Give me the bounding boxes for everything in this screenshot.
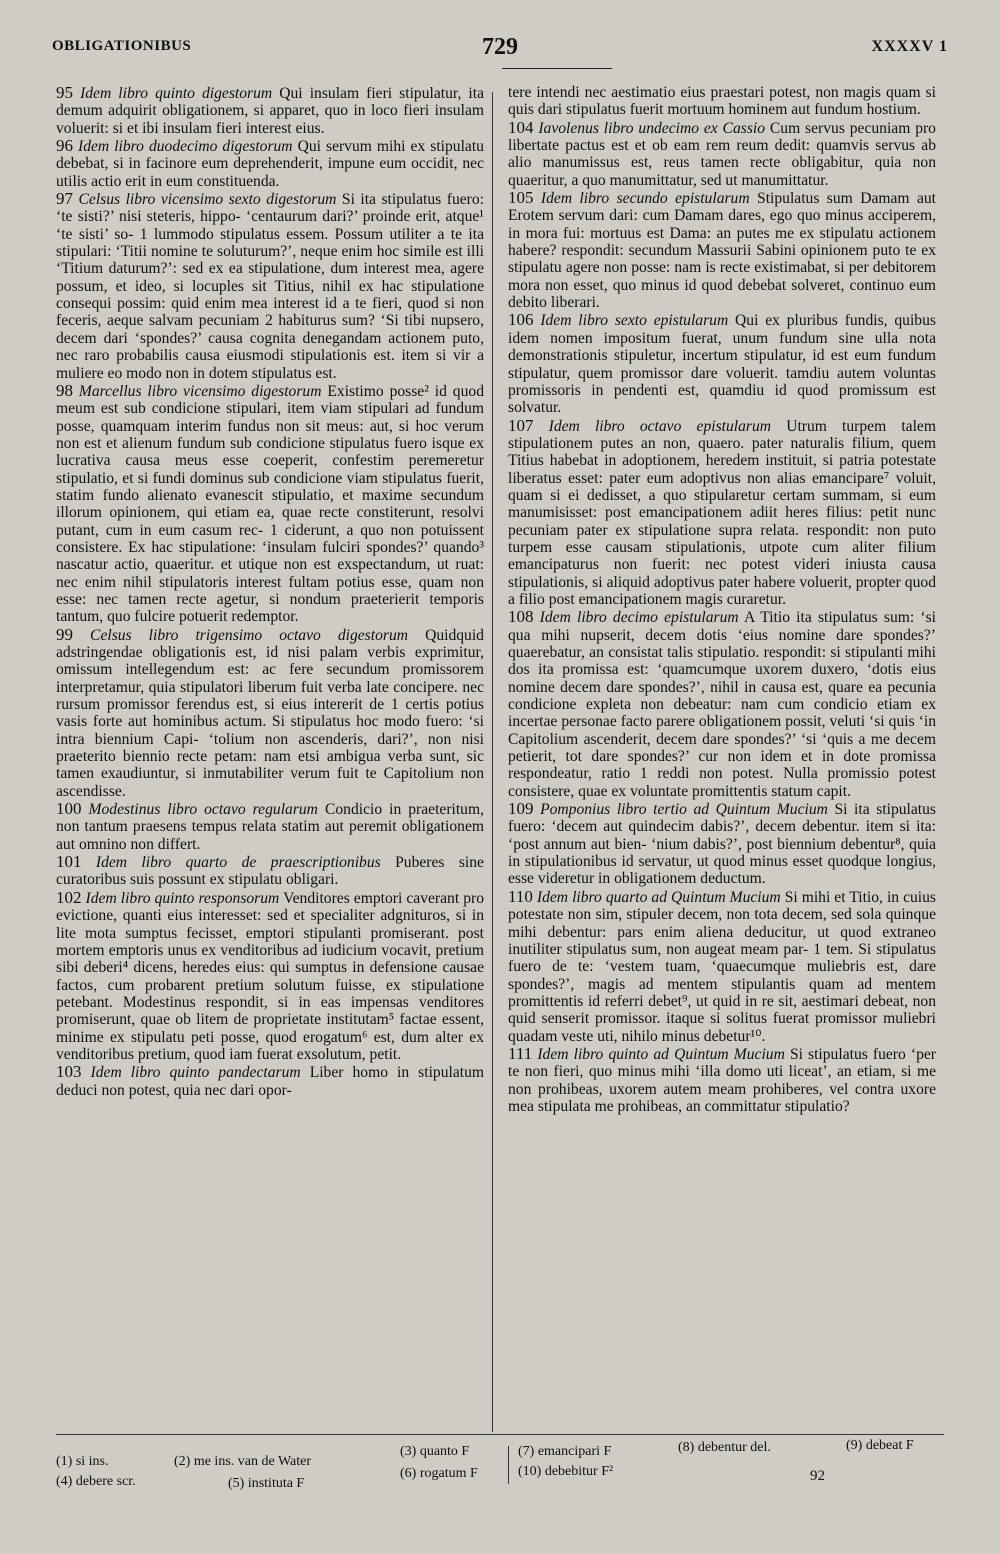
header-title: OBLIGATIONIBUS xyxy=(52,38,192,54)
page-number: 729 xyxy=(482,34,518,60)
fragment xyxy=(56,382,484,626)
fragment xyxy=(56,800,484,853)
column-divider xyxy=(492,92,493,1432)
fragment-text: Cum servus pecuniam pro libertate pactus est et ob eam rem reum dedit: quamvis servus ab alio manumissus est, reus tamen recte obligabitur, quia non quaeritur, a quo manumittatur, sed ut manumittatur. xyxy=(508,119,936,189)
fragment xyxy=(508,189,936,311)
fragment xyxy=(56,889,484,1063)
footnote-5: (5) instituta F xyxy=(228,1476,305,1491)
header-section: XXXXV 1 xyxy=(871,38,948,55)
fragment-source: Pomponius libro tertio ad Quintum Mucium xyxy=(540,801,828,819)
left-column xyxy=(56,84,484,1099)
footnote-6: (6) rogatum F xyxy=(400,1466,478,1481)
fragment-text: Liber homo in stipulatum deduci non potest, quia nec dari opor- xyxy=(56,1064,485,1099)
header-rule xyxy=(502,68,612,69)
footnote-rule xyxy=(56,1434,944,1435)
fragment-number: 96 xyxy=(56,136,73,156)
fragment xyxy=(508,311,936,416)
fragment-number: 101 xyxy=(56,852,82,872)
right-column xyxy=(508,84,936,1115)
footnote-divider xyxy=(508,1446,509,1484)
fragment-number: 104 xyxy=(508,117,534,137)
fragment-text: Si ita stipulatus fuero: ‘decem aut quindecim dabis?’, decem debentur. item si ita: ‘post annum aut bien- ‘nium dabis?’, post biennium debentur⁸, quia in stipulationibus id servatur, ut quod minus esset quodque longius, esse videretur in obligationem deductum. xyxy=(508,801,936,888)
fragment xyxy=(56,84,484,137)
fragment-number: 111 xyxy=(508,1043,533,1063)
footnote-7: (7) emancipari F xyxy=(518,1444,612,1459)
fragment-source: Idem libro quarto ad Quintum Mucium xyxy=(536,888,781,906)
footnote-2: (2) me ins. van de Water xyxy=(174,1454,312,1469)
footnote-8: (8) debentur del. xyxy=(678,1440,771,1455)
fragment-number: 95 xyxy=(56,83,73,102)
fragment-source: Idem libro octavo epistularum xyxy=(548,417,772,435)
fragment-text: Stipulatus sum Damam aut Erotem servum dari: cum Damam dares, ego quo minus acciperem, in mora fui: mortuus est Dama: an putes me ex stipulatu actionem habere? respondit: secundum Massurii Sabini opinionem puto te ex stipulatu agere non posse: nam is recte existimabat, si per debitorem mora non esset, quo minus id quod debebat solveret, continuo eum debito liberari. xyxy=(508,190,937,312)
fragment-number: 97 xyxy=(56,189,73,209)
fragment-number: 107 xyxy=(508,415,534,435)
fragment-text: Puberes sine curatoribus suis possunt ex stipulatu obligari. xyxy=(56,854,484,889)
fragment xyxy=(508,888,936,1045)
fragment xyxy=(56,626,484,800)
fragment-source: Idem libro quinto responsorum xyxy=(85,889,280,907)
fragment xyxy=(508,800,936,888)
fragment-number: 100 xyxy=(56,799,82,819)
footnote-3: (3) quanto F xyxy=(400,1444,470,1459)
fragment-number: 110 xyxy=(508,886,533,906)
fragment-number: 106 xyxy=(508,310,534,330)
fragment xyxy=(56,853,484,889)
fragment-text: Quidquid adstringendae obligationis est, id nisi palam verbis exprimitur, omissum intellegendum est: ac fere secundum promissorem interpretamur, quia stipulatori liberum fuit verba late concipere. nec rursum promissor ferendus est, si eius intererit de 1 certis potius vasis forte aut hominibus actum. Si stipulatus hoc modo fuero: ‘si intra biennium Capi- ‘tolium non ascenderis, dari?’, non nisi praeterito biennio recte petam: nam etsi ambigua verba sunt, sic tamen exaudiuntur, si inmutabiliter verum fuit te Capitolium non ascendisse. xyxy=(56,626,484,800)
fragment-number: 99 xyxy=(56,624,73,644)
fragment xyxy=(508,119,936,189)
fragment-text: Qui insulam fieri stipulatur, ita demum adquirit obligationem, si apparet, quo in loco fieri insulam voluerit: si et ibi insulam fieri interest eius. xyxy=(56,85,484,137)
fragment xyxy=(508,1045,936,1115)
fragment-text: Utrum turpem talem stipulationem putes an non, quaero. pater naturalis filium, quem Titius habebat in adoptionem, heredem instituit, si patria potestate liberatus esset: pater eum adoptivus non alias emancipare⁷ voluit, quam si ei dedisset, a quo stipularetur certam summam, si eum manumisisset: post emancipationem adiit heres filius: petit nunc pecuniam pater ex stipulatione supra relata. respondit: non puto turpem esse causam stipulationis, utpote cum aliter filium emancipaturus non fuerit: nec potest videri iniusta causa stipulationis, si aliquid adoptivus pater habere voluerit, propter quod a filio post emancipationem magis curaretur. xyxy=(508,417,936,608)
fragment xyxy=(508,417,936,609)
fragment-number: 103 xyxy=(56,1062,82,1082)
fragment xyxy=(56,137,484,190)
fragment-text: tere intendi nec aestimatio eius praestari potest, non magis quam si quis dari stipulatus fuerit mortuum hominem aut fundum hostium. xyxy=(508,84,936,119)
fragment-source: Marcellus libro vicensimo digestorum xyxy=(78,382,322,400)
fragment-text: Si mihi et Titio, in cuius potestate non sim, stipuler decem, non tota decem, sed sola quinque mihi debentur: pars enim aliena deducitur, ut quod extraneo inutiliter stipulatus sum, non augeat meam par- 1 tem. Si stipulatus fuero de te: ‘vestem tuam, ‘quaecumque muliebris est, dare spondes?’, magis ad mentem stipulantis quam ad mentem promittentis id referri debet⁹, ut quid in re sit, aestimari debeat, non quid senserit promissor. itaque si solitus fuerat promissor muliebri quadam veste uti, nihilo minus debetur¹⁰. xyxy=(508,888,936,1045)
fragment-source: Idem libro sexto epistularum xyxy=(540,312,729,330)
fragment-text: Qui servum mihi ex stipulatu debebat, si in facinore eum deprehenderit, impune eum occidit, nec utilis actio erit in eum constituenda. xyxy=(56,138,484,190)
fragment xyxy=(508,608,936,800)
fragment-source: Modestinus libro octavo regularum xyxy=(88,801,318,819)
fragment-number: 98 xyxy=(56,380,73,400)
running-header xyxy=(52,34,948,68)
footnote-10: (10) debebitur F² xyxy=(518,1464,614,1479)
fragment xyxy=(508,84,936,119)
fragment-source: Celsus libro vicensimo sexto digestorum xyxy=(78,191,337,209)
fragment-source: Idem libro quinto pandectarum xyxy=(90,1064,301,1082)
fragment-source: Idem libro duodecimo digestorum xyxy=(78,138,293,156)
footnote-4: (4) debere scr. xyxy=(56,1474,136,1489)
fragment-text: Condicio in praeteritum, non tantum praesens tempus relata statim aut peremit obligationem aut omnino non differt. xyxy=(56,801,485,853)
fragment-text: Qui ex pluribus fundis, quibus idem nomen impositum fuerat, unum fundum sine ulla nota demonstrationis stipuletur, incertum stipulatur, id est eum fundum stipulatur, quem promissor dare voluerit. tamdiu autem voluntas promissoris in pendenti est, quamdiu id quod promissum est solvatur. xyxy=(508,312,936,417)
fragment-source: Idem libro quinto digestorum xyxy=(80,85,273,102)
fragment-text: Existimo posse² id quod meum est sub condicione stipulari, item viam stipulari ad fundum posse, quamquam interim fundus non sit meus: aut, si hoc verum non est et alienum fundum sub condicione stipulatus fuero isque ex lucrativa causa meus esse coeperit, confestim peremeretur stipulatio, et si fundi dominus sub condicione viam stipulatus fuerit, statim fundo alienato evanescit stipulatio, et maxime secundum illorum opinionem, qui etiam ea, quae recte constiterunt, resolvi putant, cum in eum casum rec- 1 ciderunt, a quo non potuissent consistere. Ex hac stipulatione: ‘insulam fulciri spondes?’ quando³ nascatur actio, quaeritur. et utique non est exspectandum, ut ruat: nec enim nihil stipulatoris interest fultam potius esse, quam non esse: nec tamen recte agetur, si nondum praeterierit temporis tantum, quo fulcire potuerit redemptor. xyxy=(56,382,484,626)
footnote-1: (1) si ins. xyxy=(56,1454,109,1469)
fragment xyxy=(56,1063,484,1099)
footnote-9: (9) debeat F xyxy=(846,1438,914,1453)
fragment-source: Idem libro secundo epistularum xyxy=(540,190,750,208)
fragment-number: 108 xyxy=(508,607,534,627)
fragment-number: 102 xyxy=(56,887,82,907)
fragment-text: Si stipulatus fuero ‘per te non fieri, quo minus mihi ‘illa domo uti liceat’, an etiam, si me non prohibeas, uxorem autem meam prohiberes, vel contra uxore mea stipulata me prohibeas, an committatur stipulatio? xyxy=(508,1045,936,1115)
fragment-number: 105 xyxy=(508,188,534,208)
fragment xyxy=(56,190,484,382)
fragment-text: A Titio ita stipulatus sum: ‘si qua mihi nupserit, decem dotis ‘eius nomine dare spondes?’ quaerebatur, an consistat talis stipulatio. respondit: si stipulanti mihi dos ita promissa est: ‘quamcumque uxorem duxero, ‘dotis eius nomine decem dare spondes?’, nihil in causa est, quare ea pecunia condicione expleta non debeatur: nam cum condicio etiam ex incertae personae facto parere obligationem possit, veluti ‘si quis ‘in Capitolium ascenderit, decem dare spondes?’ ‘si ‘quis a me decem petierit, tot dare spondes?’ cur non idem et in dote promissa respondeatur, ratio 1 reddi non potest. Nulla promissio potest consistere, quae ex voluntate promittentis statum capit. xyxy=(508,609,936,800)
fragment-text: Si ita stipulatus fuero: ‘te sisti?’ nisi steteris, hippo- ‘centaurum dari?’ proinde erit, atque¹ ‘te sisti’ so- 1 lummodo stipulatus essem. Possum utiliter a te ita stipulari: ‘Titii nomine te soluturum?’, neque enim hoc simile est illi ‘Titium daturum?’: sed ex ea stipulatione, dum interest mea, agere possum, et ideo, si locuples sit Titius, nihil ex hac stipulatione consequi possim: quid enim mea interest id a te fieri, quod si non feceris, aeque salvam pecuniam 2 habiturus sum? ‘Si tibi nupsero, decem dari ‘spondes?’ causa cognita denegandam actionem puto, nec raro probabilis causa eiusmodi stipulationis est. item si vir a muliere eo modo non in dotem stipulatus est. xyxy=(56,191,484,382)
fragment-source: Idem libro decimo epistularum xyxy=(539,609,739,627)
fragment-number: 109 xyxy=(508,799,534,819)
fragment-source: Idem libro quarto de praescriptionibus xyxy=(95,854,381,872)
fragment-source: Celsus libro trigensimo octavo digestorum xyxy=(90,626,409,644)
fragment-source: Idem libro quinto ad Quintum Mucium xyxy=(537,1045,785,1063)
signature-mark: 92 xyxy=(810,1468,825,1484)
fragment-text: Venditores emptori caverant pro evictione, quanti eius interesset: sed et specialiter adgnituros, si in lite mota sumptus fecisset, emptori stipulanti promiserant. post mortem emptoris unus ex venditoribus ad iudicium vocavit, pretium sibi deberi⁴ dicens, heredes eius: qui sumptus in defensione causae factos, cum probarent pretium solutum fuisse, ex stipulatione petebant. Modestinus respondit, si in eas impensas venditores promiserunt, quae ob litem de proprietate institutam⁵ factae essent, minime ex stipulatu peti posse, quod erogatum⁶ est, dum alter ex venditoribus pretium, quod iam fuerat exsolutum, petit. xyxy=(56,889,484,1063)
fragment-source: Iavolenus libro undecimo ex Cassio xyxy=(538,119,766,137)
